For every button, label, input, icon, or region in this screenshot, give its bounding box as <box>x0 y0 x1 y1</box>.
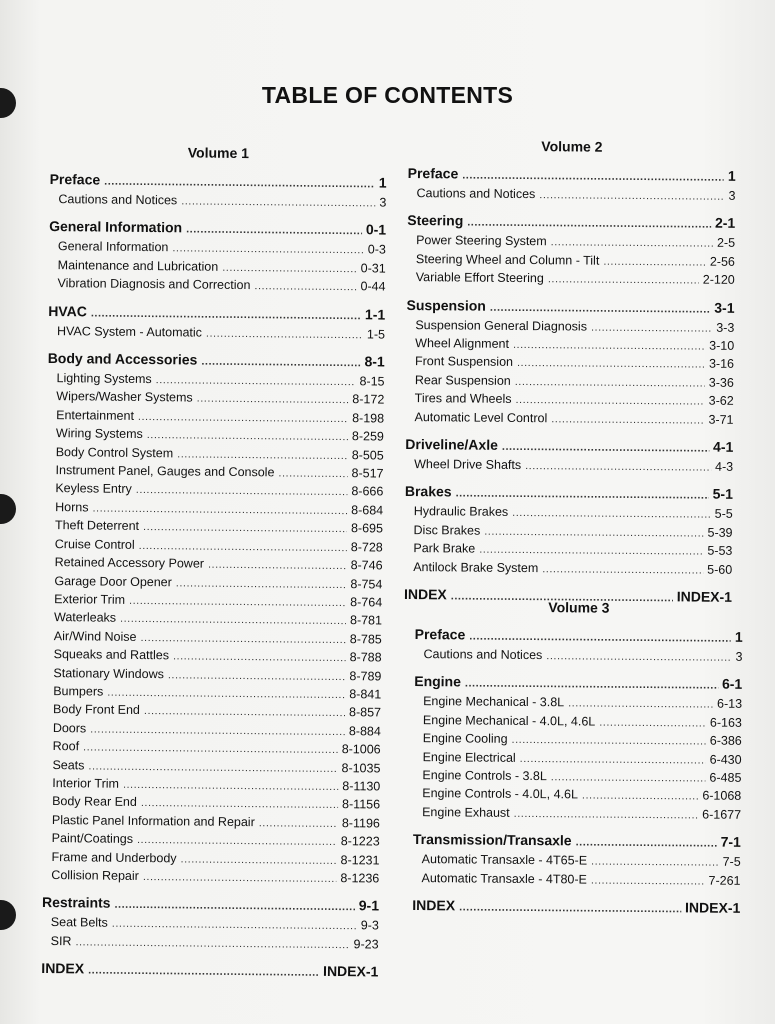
entry-label: Air/Wind Noise <box>53 628 137 644</box>
entry-label: Seat Belts <box>50 915 108 931</box>
entry-label: Bumpers <box>53 684 104 699</box>
entry-label: Automatic Transaxle - 4T80-E <box>421 870 587 887</box>
entry-label: Roof <box>52 739 80 754</box>
entry-label: Engine Exhaust <box>422 804 510 820</box>
dot-leader <box>517 354 705 374</box>
entry-page: 7-5 <box>722 854 741 870</box>
dot-leader <box>107 684 345 705</box>
entry-page: 8-789 <box>349 668 382 684</box>
entry-page: 0-31 <box>360 261 386 276</box>
dot-leader <box>551 768 706 788</box>
heading-page: 1-1 <box>364 305 386 323</box>
dot-leader <box>139 537 347 558</box>
entry-page: 5-53 <box>707 543 733 559</box>
entry-page: 8-172 <box>352 392 385 407</box>
entry-label: HVAC System - Automatic <box>56 323 203 340</box>
heading-label: Steering <box>407 212 464 229</box>
entry-page: 6-163 <box>709 715 742 730</box>
toc-entry[interactable] <box>49 191 386 213</box>
heading-label: INDEX <box>403 586 447 603</box>
toc-heading[interactable] <box>407 210 735 235</box>
entry-page: 8-728 <box>350 539 383 555</box>
binder-hole <box>0 900 16 930</box>
entry-page: 8-788 <box>349 650 382 665</box>
entry-label: Wheel Drive Shafts <box>414 457 522 473</box>
entry-page: 8-841 <box>349 687 382 702</box>
dot-leader <box>568 695 713 715</box>
entry-page: 6-1677 <box>702 807 742 822</box>
page-title: TABLE OF CONTENTS <box>261 82 514 108</box>
toc-heading[interactable] <box>405 481 733 506</box>
entry-label: Theft Deterrent <box>54 518 140 534</box>
heading-page: 9-1 <box>358 897 380 914</box>
entry-page: 6-430 <box>709 752 742 767</box>
entry-label: Engine Electrical <box>422 749 516 765</box>
entry-label: Park Brake <box>413 541 476 556</box>
entry-label: Collision Repair <box>51 868 139 883</box>
entry-label: Cautions and Notices <box>423 647 543 663</box>
entry-page: 0-3 <box>367 242 386 257</box>
volume-title: Volume 3 <box>548 599 610 616</box>
dot-leader <box>177 445 348 465</box>
dot-leader <box>168 666 346 686</box>
entry-label: Retained Accessory Power <box>54 555 205 571</box>
entry-page: 8-517 <box>351 466 384 481</box>
dot-leader <box>140 629 346 650</box>
dot-leader <box>467 211 711 235</box>
toc-section-hvac <box>48 301 385 345</box>
entry-label: Engine Cooling <box>422 731 508 747</box>
dot-leader <box>542 560 703 580</box>
dot-leader <box>141 794 338 814</box>
entry-label: Lighting Systems <box>56 371 152 387</box>
toc-heading[interactable] <box>408 163 736 188</box>
entry-label: Garage Door Opener <box>54 573 172 589</box>
entry-page: 8-746 <box>350 558 383 573</box>
volume-3-column <box>412 598 743 927</box>
entry-label: Doors <box>52 720 87 736</box>
heading-page: INDEX-1 <box>323 963 379 980</box>
heading-page: 1 <box>734 628 743 645</box>
dot-leader <box>469 624 731 648</box>
dot-leader <box>180 850 336 870</box>
dot-leader <box>129 592 346 613</box>
heading-label: Suspension <box>406 296 486 314</box>
dot-leader <box>462 163 724 187</box>
heading-label: Preface <box>407 164 459 182</box>
dot-leader <box>206 324 363 344</box>
dot-leader <box>138 408 348 429</box>
dot-leader <box>222 259 357 279</box>
entry-label: Rear Suspension <box>414 372 511 388</box>
dot-leader <box>548 270 699 290</box>
dot-leader <box>144 702 345 723</box>
toc-section-preface <box>407 163 735 206</box>
toc-entry[interactable] <box>48 275 385 297</box>
dot-leader <box>91 301 361 326</box>
toc-section-engine <box>413 671 742 825</box>
entry-label: Variable Effort Steering <box>415 270 544 286</box>
entry-page: 8-198 <box>352 411 385 426</box>
entry-page: 8-666 <box>351 484 384 499</box>
heading-label: HVAC <box>48 302 87 320</box>
dot-leader <box>582 787 699 806</box>
dot-leader <box>136 481 348 502</box>
entry-label: SIR <box>50 933 72 949</box>
dot-leader <box>201 350 360 374</box>
dot-leader <box>120 610 346 631</box>
heading-label: Transmission/Transaxle <box>412 831 572 849</box>
entry-page: 8-884 <box>348 723 381 739</box>
dot-leader <box>514 805 699 825</box>
entry-label: Cautions and Notices <box>416 186 536 202</box>
entry-page: 8-259 <box>351 429 385 444</box>
dot-leader <box>172 240 364 260</box>
dot-leader <box>515 373 705 393</box>
heading-label: INDEX <box>41 960 85 977</box>
toc-section-suspension <box>405 295 734 430</box>
entry-page: 3-10 <box>709 338 735 353</box>
heading-page: 8-1 <box>364 353 385 370</box>
toc-section-steering <box>407 210 736 290</box>
toc-heading[interactable] <box>41 958 378 984</box>
entry-page: 3 <box>379 195 387 210</box>
dot-leader <box>104 170 375 195</box>
heading-label: Preface <box>49 170 101 188</box>
entry-page: 1-5 <box>366 326 386 342</box>
heading-page: 7-1 <box>720 833 741 851</box>
volume-title: Volume 2 <box>541 138 603 155</box>
heading-page: INDEX-1 <box>685 899 741 916</box>
dot-leader <box>197 390 349 410</box>
heading-page: 3-1 <box>714 299 735 316</box>
dot-leader <box>147 426 348 447</box>
entry-label: Seats <box>52 757 85 772</box>
entry-page: 6-13 <box>716 697 743 712</box>
toc-section-index <box>412 895 740 920</box>
entry-page: 6-1068 <box>702 788 742 804</box>
heading-page: 1 <box>378 174 387 191</box>
heading-page: 5-1 <box>712 486 733 503</box>
heading-page: 1 <box>727 167 736 184</box>
heading-page: 0-1 <box>365 221 387 238</box>
entry-label: Power Steering System <box>416 233 547 249</box>
dot-leader <box>173 647 346 667</box>
toc-entry[interactable] <box>414 646 742 667</box>
entry-page: 2-120 <box>702 272 735 288</box>
entry-label: Steering Wheel and Column - Tilt <box>415 251 600 268</box>
entry-label: Squeaks and Rattles <box>53 647 170 663</box>
entry-label: Hydraulic Brakes <box>413 504 509 520</box>
heading-label: Brakes <box>404 483 452 500</box>
entry-label: Frame and Underbody <box>51 849 177 865</box>
binder-hole <box>0 494 16 524</box>
dot-leader <box>254 277 356 296</box>
heading-label: Preface <box>414 625 466 643</box>
entry-label: Automatic Level Control <box>414 409 548 425</box>
dot-leader <box>502 435 709 459</box>
entry-page: 8-695 <box>350 521 384 536</box>
toc-entry[interactable] <box>42 933 379 955</box>
dot-leader <box>459 895 681 919</box>
entry-label: Cruise Control <box>54 536 135 552</box>
entry-page: 3-3 <box>716 320 735 335</box>
heading-page: 2-1 <box>714 215 736 232</box>
entry-page: 3-62 <box>708 393 734 409</box>
toc-entry[interactable] <box>405 409 733 430</box>
dot-leader <box>181 192 375 212</box>
dot-leader <box>539 186 724 206</box>
entry-label: Tires and Wheels <box>414 391 512 407</box>
entry-page: 8-1130 <box>342 779 381 794</box>
toc-entry[interactable] <box>407 269 735 290</box>
entry-label: Engine Mechanical - 4.0L, 4.6L <box>422 712 596 729</box>
entry-page: 8-785 <box>349 631 382 647</box>
entry-label: General Information <box>57 239 169 255</box>
entry-label: Body Rear End <box>52 794 137 810</box>
entry-label: Engine Mechanical - 3.8L <box>423 694 565 710</box>
heading-label: Driveline/Axle <box>405 436 498 453</box>
toc-heading[interactable] <box>406 295 734 320</box>
entry-page: 3-36 <box>708 375 734 390</box>
entry-label: Paint/Coatings <box>51 831 134 847</box>
heading-label: INDEX <box>412 897 456 914</box>
toc-section-transmission-transaxle <box>412 829 741 891</box>
dot-leader <box>520 750 706 770</box>
dot-leader <box>525 457 711 477</box>
entry-page: 8-15 <box>359 374 385 389</box>
entry-label: Instrument Panel, Gauges and Console <box>55 463 275 480</box>
volume-2-column <box>404 137 736 616</box>
toc-section-index <box>41 958 378 984</box>
toc-section-brakes <box>404 481 733 579</box>
toc-section-preface <box>414 624 742 667</box>
dot-leader <box>591 318 712 337</box>
dot-leader <box>591 853 719 873</box>
dot-leader <box>515 391 704 411</box>
entry-label: Body Front End <box>52 702 140 718</box>
volume-title: Volume 1 <box>187 144 250 162</box>
toc-heading[interactable] <box>414 671 742 696</box>
heading-page: 6-1 <box>721 676 743 693</box>
toc-entry[interactable] <box>412 870 740 891</box>
heading-label: Body and Accessories <box>47 350 198 368</box>
entry-page: 8-1006 <box>341 742 381 757</box>
dot-leader <box>186 218 362 242</box>
dot-leader <box>114 893 355 918</box>
entry-page: 3-16 <box>708 357 735 372</box>
toc-section-general-information <box>48 216 386 297</box>
toc-heading[interactable] <box>415 624 743 649</box>
entry-page: 8-857 <box>348 705 382 720</box>
dot-leader <box>603 253 706 272</box>
toc-heading[interactable] <box>413 829 741 854</box>
dot-leader <box>278 464 347 483</box>
entry-page: 5-5 <box>714 507 733 522</box>
dot-leader <box>75 933 349 954</box>
dot-leader <box>512 504 711 524</box>
toc-section-body-and-accessories <box>42 348 385 889</box>
entry-page: 8-764 <box>350 595 383 610</box>
dot-leader <box>137 831 337 851</box>
entry-page: 3 <box>728 188 736 203</box>
dot-leader <box>551 234 713 254</box>
entry-label: Interior Trim <box>52 776 120 791</box>
dot-leader <box>208 556 347 576</box>
entry-label: Wiring Systems <box>55 426 143 442</box>
toc-entry[interactable] <box>48 323 385 345</box>
entry-page: 8-1223 <box>340 834 380 849</box>
entry-label: Engine Controls - 4.0L, 4.6L <box>422 786 579 802</box>
dot-leader <box>456 482 709 506</box>
toc-section-restraints <box>42 892 380 954</box>
dot-leader <box>259 814 338 833</box>
dot-leader <box>465 672 718 696</box>
toc-heading[interactable] <box>412 895 740 920</box>
entry-label: Automatic Transaxle - 4T65-E <box>421 852 588 868</box>
dot-leader <box>591 871 705 890</box>
entry-label: Horns <box>55 499 89 515</box>
entry-label: Wipers/Washer Systems <box>56 389 193 405</box>
entry-page: 8-754 <box>350 576 383 592</box>
toc-entry[interactable] <box>413 804 741 825</box>
entry-label: Cautions and Notices <box>58 192 178 208</box>
entry-label: Vibration Diagnosis and Correction <box>57 276 251 293</box>
entry-page: 8-1231 <box>340 852 380 868</box>
heading-label: Restraints <box>41 894 111 912</box>
entry-page: 5-60 <box>707 562 733 577</box>
entry-page: 3 <box>735 649 743 664</box>
toc-entry[interactable] <box>405 456 733 477</box>
entry-page: 5-39 <box>707 525 733 540</box>
entry-page: 9-3 <box>360 918 379 933</box>
dot-leader <box>484 523 703 543</box>
toc-entry[interactable] <box>42 867 379 889</box>
dot-leader <box>123 776 338 797</box>
dot-leader <box>511 731 705 751</box>
entry-page: 2-5 <box>716 236 736 251</box>
entry-label: Waterleaks <box>53 610 117 626</box>
toc-section-driveline-axle <box>405 434 733 477</box>
entry-label: Entertainment <box>56 407 135 423</box>
entry-page: 6-386 <box>709 733 742 749</box>
heading-label: Engine <box>414 673 462 690</box>
entry-page: 8-1156 <box>342 797 381 812</box>
entry-page: 8-1196 <box>341 815 380 831</box>
dot-leader <box>143 518 347 539</box>
entry-page: 8-1035 <box>341 760 381 776</box>
dot-leader <box>490 295 711 319</box>
entry-label: Engine Controls - 3.8L <box>422 768 547 784</box>
dot-leader <box>576 831 717 854</box>
volume-1-column <box>41 143 387 991</box>
entry-page: 6-485 <box>709 770 742 785</box>
entry-label: Suspension General Diagnosis <box>415 317 588 334</box>
entry-page: 9-23 <box>353 937 379 952</box>
entry-page: 0-44 <box>360 279 386 294</box>
dot-leader <box>551 410 704 430</box>
entry-label: Plastic Panel Information and Repair <box>51 812 255 829</box>
entry-label: Stationary Windows <box>53 665 164 681</box>
entry-label: Disc Brakes <box>413 522 481 538</box>
entry-page: 4-3 <box>714 459 734 474</box>
dot-leader <box>156 371 356 391</box>
heading-page: 4-1 <box>713 438 734 455</box>
entry-page: 8-1236 <box>340 871 380 886</box>
entry-label: Wheel Alignment <box>415 336 510 351</box>
toc-entry[interactable] <box>407 185 735 206</box>
heading-page: INDEX-1 <box>676 588 733 605</box>
dot-leader <box>176 574 347 594</box>
dot-leader <box>546 647 731 667</box>
entry-page: 2-56 <box>709 254 735 269</box>
dot-leader <box>479 541 703 561</box>
entry-page: 8-684 <box>351 503 384 518</box>
entry-label: Antilock Brake System <box>413 559 539 575</box>
dot-leader <box>513 336 705 356</box>
toc-heading[interactable] <box>405 434 733 459</box>
dot-leader <box>88 959 319 983</box>
entry-label: Exterior Trim <box>54 591 126 607</box>
entry-label: Keyless Entry <box>55 481 132 497</box>
entry-page: 8-505 <box>351 447 384 463</box>
entry-page: 7-261 <box>708 873 741 888</box>
toc-section-preface <box>49 169 386 213</box>
entry-label: Maintenance and Lubrication <box>57 257 219 274</box>
toc-entry[interactable] <box>404 559 732 580</box>
heading-label: General Information <box>49 218 183 236</box>
entry-page: 3-71 <box>708 412 734 427</box>
entry-label: Front Suspension <box>414 354 514 370</box>
entry-page: 8-781 <box>349 613 383 628</box>
dot-leader <box>143 868 337 888</box>
dot-leader <box>599 713 706 732</box>
entry-label: Body Control System <box>55 444 174 460</box>
